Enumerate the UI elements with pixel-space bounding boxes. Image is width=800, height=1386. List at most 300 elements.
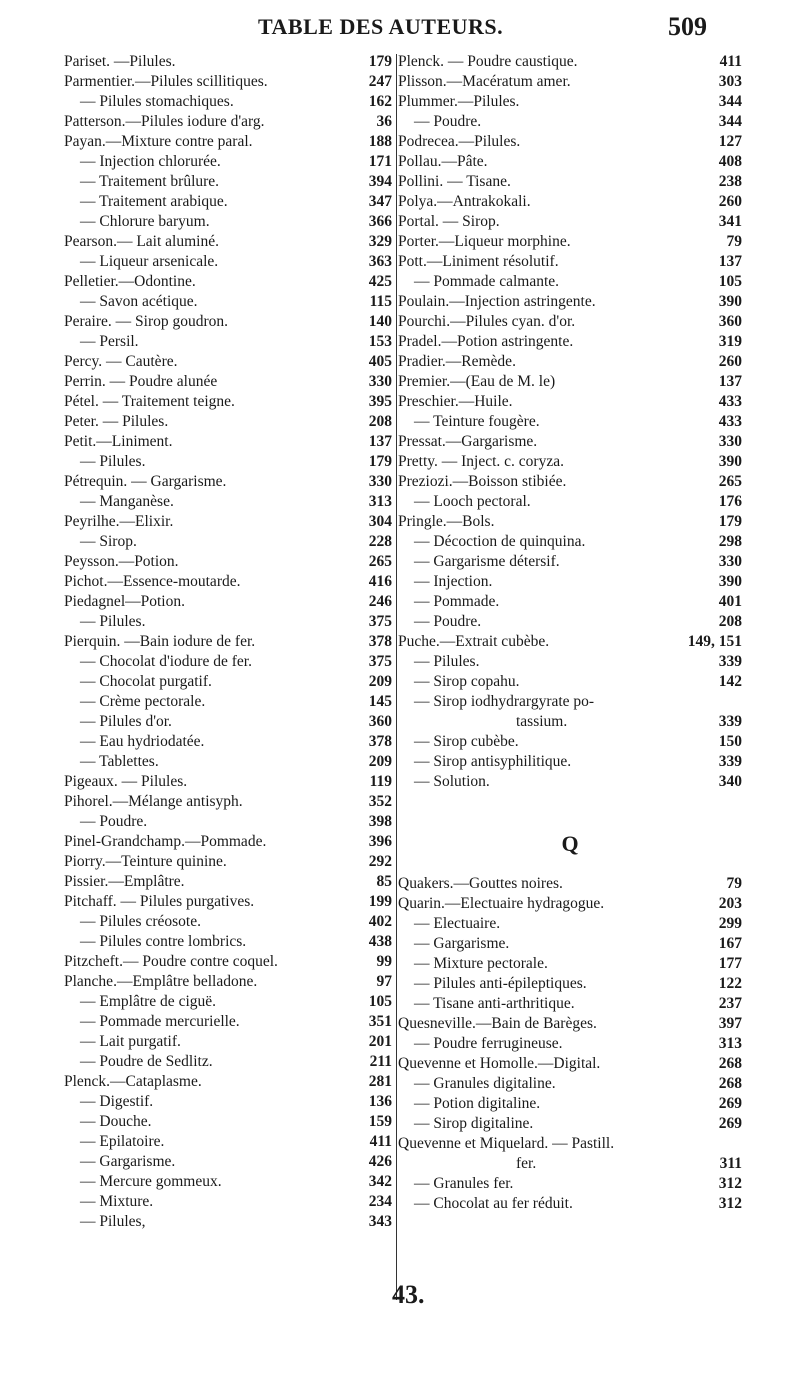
entry-page: 209 bbox=[368, 673, 392, 690]
entry-page: 228 bbox=[368, 533, 392, 550]
index-entry bbox=[64, 52, 392, 72]
entry-name: Perrin. — Poudre alunée bbox=[64, 373, 218, 390]
entry-name: Quakers.—Gouttes noires. bbox=[398, 875, 563, 892]
entry-name: — Mixture. bbox=[80, 1193, 154, 1210]
entry-name: — Sirop iodhydrargyrate po- bbox=[414, 693, 595, 710]
entry-page: 363 bbox=[368, 253, 392, 270]
entry-name: — Liqueur arsenicale. bbox=[80, 253, 219, 270]
entry-name: — Poudre. bbox=[80, 813, 148, 830]
entry-page: 137 bbox=[718, 373, 742, 390]
entry-name: Peyrilhe.—Elixir. bbox=[64, 513, 174, 530]
entry-page: 162 bbox=[368, 93, 392, 110]
column-divider bbox=[396, 54, 397, 1300]
entry-name: — Chocolat d'iodure de fer. bbox=[80, 653, 252, 670]
entry-page: 268 bbox=[718, 1075, 742, 1092]
entry-page: 237 bbox=[718, 995, 742, 1012]
entry-page: 311 bbox=[719, 1155, 742, 1172]
entry-name: Pearson.— Lait aluminé. bbox=[64, 233, 219, 250]
entry-name: — Lait purgatif. bbox=[80, 1033, 181, 1050]
index-entry bbox=[64, 632, 392, 652]
entry-name: — Mercure gommeux. bbox=[80, 1173, 222, 1190]
entry-name: — Sirop antisyphilitique. bbox=[414, 753, 572, 770]
entry-page: 115 bbox=[369, 293, 392, 310]
entry-page: 396 bbox=[368, 833, 392, 850]
entry-page: 360 bbox=[368, 713, 392, 730]
entry-name: Pierquin. —Bain iodure de fer. bbox=[64, 633, 256, 650]
entry-page: 340 bbox=[718, 773, 742, 790]
entry-name: Plenck. — Poudre caustique. bbox=[398, 53, 578, 70]
index-entry bbox=[398, 412, 742, 432]
entry-page: 142 bbox=[718, 673, 742, 690]
entry-name: — Pilules, bbox=[80, 1213, 146, 1230]
entry-page: 201 bbox=[368, 1033, 392, 1050]
entry-page: 149, 151 bbox=[687, 633, 742, 650]
index-entry bbox=[398, 252, 742, 272]
entry-name: Peysson.—Potion. bbox=[64, 553, 179, 570]
entry-page: 79 bbox=[726, 233, 742, 250]
entry-page: 105 bbox=[368, 993, 392, 1010]
index-entry bbox=[64, 252, 392, 272]
entry-name: — Pommade. bbox=[414, 593, 500, 610]
entry-page: 352 bbox=[368, 793, 392, 810]
index-entry bbox=[64, 1092, 392, 1112]
index-entry bbox=[64, 1152, 392, 1172]
entry-name: Podrecea.—Pilules. bbox=[398, 133, 521, 150]
entry-page: 411 bbox=[719, 53, 742, 70]
index-entry bbox=[64, 572, 392, 592]
index-entry bbox=[398, 132, 742, 152]
index-entry bbox=[398, 612, 742, 632]
entry-page: 203 bbox=[718, 895, 742, 912]
entry-name: Pradel.—Potion astringente. bbox=[398, 333, 574, 350]
index-entry bbox=[64, 592, 392, 612]
index-entry bbox=[398, 512, 742, 532]
index-entry bbox=[398, 772, 742, 792]
entry-name: Portal. — Sirop. bbox=[398, 213, 500, 230]
index-entry bbox=[64, 1052, 392, 1072]
index-entry bbox=[398, 312, 742, 332]
entry-page: 329 bbox=[368, 233, 392, 250]
entry-page: 426 bbox=[368, 1153, 392, 1170]
index-entry bbox=[64, 452, 392, 472]
entry-page: 394 bbox=[368, 173, 392, 190]
page-header bbox=[0, 6, 800, 46]
entry-page: 153 bbox=[368, 333, 392, 350]
entry-name: — Poudre. bbox=[414, 613, 482, 630]
index-entry bbox=[64, 912, 392, 932]
index-entry bbox=[64, 952, 392, 972]
index-entry bbox=[398, 292, 742, 312]
index-entry bbox=[398, 92, 742, 112]
entry-page: 208 bbox=[368, 413, 392, 430]
entry-name: — Sirop. bbox=[80, 533, 137, 550]
entry-name: — Manganèse. bbox=[80, 493, 174, 510]
index-entry bbox=[64, 692, 392, 712]
entry-name: — Mixture pectorale. bbox=[414, 955, 548, 972]
entry-name: Pollini. — Tisane. bbox=[398, 173, 511, 190]
entry-name: Pigeaux. — Pilules. bbox=[64, 773, 188, 790]
index-entry bbox=[398, 692, 742, 732]
entry-name: — Pilules contre lombrics. bbox=[80, 933, 247, 950]
entry-page: 395 bbox=[368, 393, 392, 410]
right-column bbox=[398, 52, 742, 1214]
index-entry bbox=[398, 172, 742, 192]
entry-name: Preziozi.—Boisson stibiée. bbox=[398, 473, 567, 490]
index-entry bbox=[64, 492, 392, 512]
index-entry bbox=[398, 672, 742, 692]
index-entry bbox=[64, 652, 392, 672]
index-entry bbox=[398, 914, 742, 934]
entry-name: — Eau hydriodatée. bbox=[80, 733, 205, 750]
entry-name: — Sirop digitaline. bbox=[414, 1115, 534, 1132]
entry-name: Pétrequin. — Gargarisme. bbox=[64, 473, 227, 490]
entry-name: — Crème pectorale. bbox=[80, 693, 206, 710]
index-entry bbox=[64, 112, 392, 132]
index-entry bbox=[64, 1012, 392, 1032]
entry-page: 298 bbox=[718, 533, 742, 550]
entry-page: 199 bbox=[368, 893, 392, 910]
entry-page: 304 bbox=[368, 513, 392, 530]
index-entry bbox=[64, 772, 392, 792]
index-entry bbox=[398, 994, 742, 1014]
entry-page: 137 bbox=[718, 253, 742, 270]
index-entry bbox=[64, 72, 392, 92]
page-number: 509 bbox=[668, 12, 707, 41]
index-entry bbox=[398, 392, 742, 412]
entry-page: 378 bbox=[368, 633, 392, 650]
entry-name: — Poudre de Sedlitz. bbox=[80, 1053, 213, 1070]
entry-name: — Tisane anti-arthritique. bbox=[414, 995, 575, 1012]
entry-name: Parmentier.—Pilules scillitiques. bbox=[64, 73, 268, 90]
entry-name: — Pilules. bbox=[414, 653, 480, 670]
entry-name: Pradier.—Remède. bbox=[398, 353, 516, 370]
entry-name: Plenck.—Cataplasme. bbox=[64, 1073, 202, 1090]
index-entry bbox=[64, 792, 392, 812]
entry-name: — Tablettes. bbox=[80, 753, 159, 770]
index-entry bbox=[64, 832, 392, 852]
entry-page: 208 bbox=[718, 613, 742, 630]
entry-name: — Pilules créosote. bbox=[80, 913, 201, 930]
entry-name: Payan.—Mixture contre paral. bbox=[64, 133, 253, 150]
index-entry bbox=[64, 212, 392, 232]
entry-name: Quesneville.—Bain de Barèges. bbox=[398, 1015, 597, 1032]
entry-page: 408 bbox=[718, 153, 742, 170]
index-entry bbox=[398, 492, 742, 512]
index-entry bbox=[64, 532, 392, 552]
index-entry bbox=[64, 132, 392, 152]
entry-page: 319 bbox=[718, 333, 742, 350]
index-entry bbox=[64, 1192, 392, 1212]
entry-page: 390 bbox=[718, 293, 742, 310]
entry-page: 159 bbox=[368, 1113, 392, 1130]
entry-name: Puche.—Extrait cubèbe. bbox=[398, 633, 550, 650]
entry-name: Pichot.—Essence-moutarde. bbox=[64, 573, 241, 590]
index-entry bbox=[398, 112, 742, 132]
entry-page: 341 bbox=[718, 213, 742, 230]
entry-page: 330 bbox=[718, 433, 742, 450]
entry-page: 299 bbox=[718, 915, 742, 932]
index-entry bbox=[64, 332, 392, 352]
entry-name: — Injection. bbox=[414, 573, 493, 590]
entry-page: 85 bbox=[376, 873, 392, 890]
entry-page: 260 bbox=[718, 353, 742, 370]
entry-name: — Pilules d'or. bbox=[80, 713, 172, 730]
entry-name: Percy. — Cautère. bbox=[64, 353, 178, 370]
entry-page: 398 bbox=[368, 813, 392, 830]
entry-page: 292 bbox=[368, 853, 392, 870]
index-entry bbox=[64, 172, 392, 192]
entry-page: 375 bbox=[368, 613, 392, 630]
entry-name: — Gargarisme. bbox=[414, 935, 510, 952]
index-entry bbox=[64, 672, 392, 692]
index-entry bbox=[64, 1072, 392, 1092]
entry-name: Preschier.—Huile. bbox=[398, 393, 513, 410]
entry-name: — Douche. bbox=[80, 1113, 152, 1130]
entry-name-continued: fer. bbox=[516, 1155, 537, 1172]
entry-name: — Gargarisme. bbox=[80, 1153, 176, 1170]
entry-name: Pissier.—Emplâtre. bbox=[64, 873, 185, 890]
index-entry bbox=[398, 894, 742, 914]
entry-name: — Epilatoire. bbox=[80, 1133, 165, 1150]
entry-page: 36 bbox=[376, 113, 392, 130]
entry-page: 433 bbox=[718, 413, 742, 430]
entry-name: — Décoction de quinquina. bbox=[414, 533, 586, 550]
index-entry bbox=[64, 1212, 392, 1232]
entry-page: 238 bbox=[718, 173, 742, 190]
entry-page: 269 bbox=[718, 1095, 742, 1112]
entry-page: 351 bbox=[368, 1013, 392, 1030]
index-entry bbox=[398, 1094, 742, 1114]
index-entry bbox=[64, 312, 392, 332]
index-entry bbox=[64, 392, 392, 412]
index-entry bbox=[398, 192, 742, 212]
entry-name: — Pilules. bbox=[80, 453, 146, 470]
entry-page: 281 bbox=[368, 1073, 392, 1090]
index-entry bbox=[398, 432, 742, 452]
index-entry bbox=[398, 592, 742, 612]
entry-page: 366 bbox=[368, 213, 392, 230]
entry-page: 360 bbox=[718, 313, 742, 330]
entry-page: 136 bbox=[368, 1093, 392, 1110]
index-entry bbox=[398, 1194, 742, 1214]
entry-page: 405 bbox=[368, 353, 392, 370]
entry-page: 234 bbox=[368, 1193, 392, 1210]
section-letter-q: Q bbox=[561, 831, 579, 856]
index-entry bbox=[398, 1054, 742, 1074]
index-entry bbox=[64, 272, 392, 292]
entry-page: 330 bbox=[368, 373, 392, 390]
entry-page: 119 bbox=[369, 773, 392, 790]
entry-name: — Poudre. bbox=[414, 113, 482, 130]
entry-name: Pott.—Liniment résolutif. bbox=[398, 253, 559, 270]
entry-page: 105 bbox=[718, 273, 742, 290]
entry-page: 177 bbox=[718, 955, 742, 972]
entry-name: — Chlorure baryum. bbox=[80, 213, 210, 230]
entry-page: 313 bbox=[718, 1035, 742, 1052]
entry-name: Pringle.—Bols. bbox=[398, 513, 495, 530]
index-entry bbox=[398, 72, 742, 92]
index-entry bbox=[398, 732, 742, 752]
index-entry bbox=[398, 1134, 742, 1174]
entry-name: Plummer.—Pilules. bbox=[398, 93, 520, 110]
entry-page: 79 bbox=[726, 875, 742, 892]
entry-name: Pretty. — Inject. c. coryza. bbox=[398, 453, 564, 470]
index-entry bbox=[64, 992, 392, 1012]
index-entry bbox=[64, 292, 392, 312]
entry-page: 97 bbox=[376, 973, 392, 990]
index-entry bbox=[64, 1032, 392, 1052]
entry-page: 438 bbox=[368, 933, 392, 950]
entry-name: Pinel-Grandchamp.—Pommade. bbox=[64, 833, 267, 850]
entry-page: 378 bbox=[368, 733, 392, 750]
entry-name: — Chocolat au fer réduit. bbox=[414, 1195, 573, 1212]
index-entry bbox=[398, 652, 742, 672]
entry-name: Pitzcheft.— Poudre contre coquel. bbox=[64, 953, 278, 970]
index-entry bbox=[398, 1114, 742, 1134]
entry-name: Pelletier.—Odontine. bbox=[64, 273, 196, 290]
index-entry bbox=[64, 372, 392, 392]
entry-page: 397 bbox=[718, 1015, 742, 1032]
index-entry bbox=[64, 552, 392, 572]
entry-name: — Gargarisme détersif. bbox=[414, 553, 560, 570]
entry-page: 211 bbox=[369, 1053, 392, 1070]
entry-page: 313 bbox=[368, 493, 392, 510]
index-entry bbox=[64, 932, 392, 952]
entry-name: — Chocolat purgatif. bbox=[80, 673, 212, 690]
entry-name: — Pilules anti-épileptiques. bbox=[414, 975, 587, 992]
index-entry bbox=[398, 1074, 742, 1094]
entry-page: 122 bbox=[718, 975, 742, 992]
index-entry bbox=[398, 752, 742, 772]
entry-name: Patterson.—Pilules iodure d'arg. bbox=[64, 113, 265, 130]
entry-name: Petit.—Liniment. bbox=[64, 433, 173, 450]
index-entry bbox=[64, 732, 392, 752]
index-entry bbox=[64, 512, 392, 532]
index-entry bbox=[64, 352, 392, 372]
entry-name: Pourchi.—Pilules cyan. d'or. bbox=[398, 313, 576, 330]
index-entry bbox=[398, 954, 742, 974]
entry-name: Polya.—Antrakokali. bbox=[398, 193, 531, 210]
entry-name: — Granules fer. bbox=[414, 1175, 514, 1192]
entry-name: — Pilules. bbox=[80, 613, 146, 630]
entry-page: 179 bbox=[368, 53, 392, 70]
entry-page: 269 bbox=[718, 1115, 742, 1132]
entry-page: 268 bbox=[718, 1055, 742, 1072]
entry-page: 411 bbox=[369, 1133, 392, 1150]
entry-name: Quevenne et Miquelard. — Pastill. bbox=[398, 1135, 615, 1152]
entry-page: 344 bbox=[718, 113, 742, 130]
entry-name: Pressat.—Gargarisme. bbox=[398, 433, 538, 450]
index-entry bbox=[398, 632, 742, 652]
entry-name: — Pommade calmante. bbox=[414, 273, 560, 290]
index-entry bbox=[398, 532, 742, 552]
entry-name: Porter.—Liqueur morphine. bbox=[398, 233, 571, 250]
index-entry bbox=[64, 712, 392, 732]
index-entry bbox=[64, 232, 392, 252]
entry-name: — Granules digitaline. bbox=[414, 1075, 556, 1092]
index-entry bbox=[398, 212, 742, 232]
index-entry bbox=[64, 472, 392, 492]
entry-page: 265 bbox=[718, 473, 742, 490]
index-entry bbox=[64, 192, 392, 212]
section-gap bbox=[398, 792, 742, 814]
index-entry bbox=[398, 52, 742, 72]
entry-page: 312 bbox=[718, 1175, 742, 1192]
entry-name: — Savon acétique. bbox=[80, 293, 198, 310]
left-column bbox=[64, 52, 392, 1232]
entry-page: 179 bbox=[718, 513, 742, 530]
index-entry bbox=[64, 612, 392, 632]
entry-page: 390 bbox=[718, 453, 742, 470]
entry-name: Plisson.—Macératum amer. bbox=[398, 73, 571, 90]
entry-name: Peraire. — Sirop goudron. bbox=[64, 313, 229, 330]
entry-page: 150 bbox=[718, 733, 742, 750]
signature-mark: 43. bbox=[392, 1280, 425, 1309]
entry-name: — Electuaire. bbox=[414, 915, 501, 932]
entry-name: — Solution. bbox=[414, 773, 490, 790]
entry-page: 140 bbox=[368, 313, 392, 330]
entry-page: 343 bbox=[368, 1213, 392, 1230]
entry-name: — Digestif. bbox=[80, 1093, 154, 1110]
index-entry bbox=[64, 852, 392, 872]
index-entry bbox=[398, 552, 742, 572]
index-entry bbox=[64, 92, 392, 112]
entry-name: Quarin.—Electuaire hydragogue. bbox=[398, 895, 605, 912]
index-entry bbox=[398, 352, 742, 372]
index-entry bbox=[64, 1172, 392, 1192]
entry-page: 342 bbox=[368, 1173, 392, 1190]
index-entry bbox=[64, 1112, 392, 1132]
entry-name: Peter. — Pilules. bbox=[64, 413, 169, 430]
entry-page: 416 bbox=[368, 573, 392, 590]
index-entry bbox=[398, 1034, 742, 1054]
entry-name: Quevenne et Homolle.—Digital. bbox=[398, 1055, 601, 1072]
index-entry bbox=[398, 874, 742, 894]
entry-name: — Injection chlorurée. bbox=[80, 153, 221, 170]
index-entry bbox=[398, 1014, 742, 1034]
index-entry bbox=[64, 972, 392, 992]
entry-name: Pitchaff. — Pilules purgatives. bbox=[64, 893, 255, 910]
index-entry bbox=[64, 432, 392, 452]
entry-page: 344 bbox=[718, 93, 742, 110]
entry-name: Piedagnel—Potion. bbox=[64, 593, 185, 610]
index-entry bbox=[398, 272, 742, 292]
entry-name-continued: tassium. bbox=[516, 713, 568, 730]
index-entry bbox=[398, 232, 742, 252]
entry-page: 425 bbox=[368, 273, 392, 290]
entry-name: Poulain.—Injection astringente. bbox=[398, 293, 596, 310]
index-entry bbox=[398, 152, 742, 172]
entry-page: 145 bbox=[368, 693, 392, 710]
entry-name: — Pommade mercurielle. bbox=[80, 1013, 240, 1030]
index-entry bbox=[398, 974, 742, 994]
entry-name: — Poudre ferrugineuse. bbox=[414, 1035, 563, 1052]
entry-page: 390 bbox=[718, 573, 742, 590]
entry-page: 330 bbox=[718, 553, 742, 570]
entry-page: 176 bbox=[718, 493, 742, 510]
entry-name: — Persil. bbox=[80, 333, 139, 350]
entry-name: — Emplâtre de ciguë. bbox=[80, 993, 217, 1010]
entry-page: 247 bbox=[368, 73, 392, 90]
entry-name: Premier.—(Eau de M. le) bbox=[398, 373, 556, 390]
entry-name: — Potion digitaline. bbox=[414, 1095, 541, 1112]
index-entry bbox=[398, 572, 742, 592]
entry-page: 127 bbox=[718, 133, 742, 150]
index-entry bbox=[398, 332, 742, 352]
entry-name: Pétel. — Traitement teigne. bbox=[64, 393, 235, 410]
entry-page: 188 bbox=[368, 133, 392, 150]
index-entry bbox=[398, 372, 742, 392]
